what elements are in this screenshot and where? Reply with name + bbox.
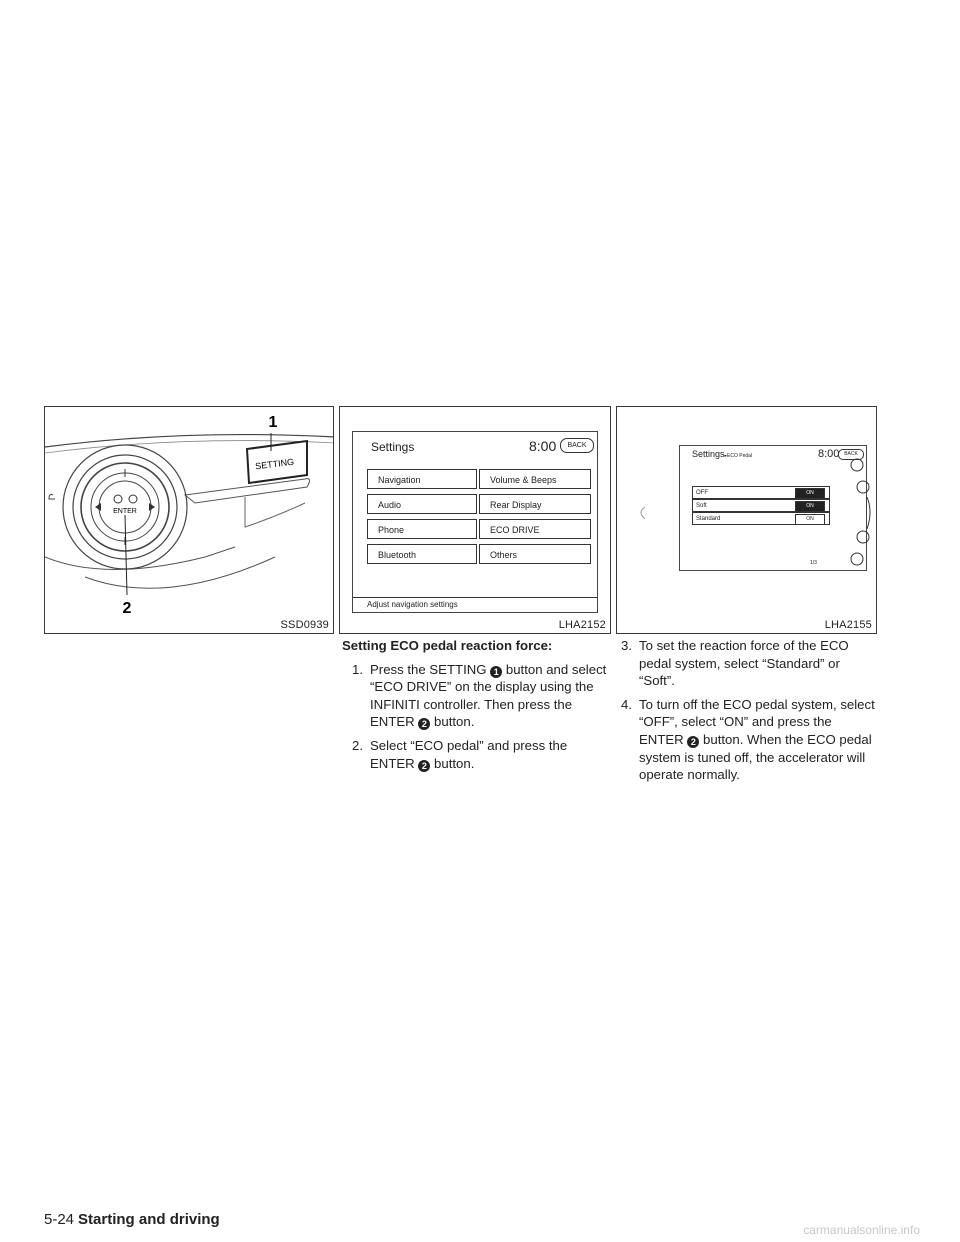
menu-phone[interactable]: Phone <box>367 519 477 539</box>
toggle-on-indicator: ON <box>795 488 825 499</box>
callout-2-icon: 2 <box>418 760 430 772</box>
menu-volume-beeps[interactable]: Volume & Beeps <box>479 469 591 489</box>
back-button[interactable]: BACK <box>838 449 864 460</box>
watermark: carmanualsonline.info <box>803 1223 920 1237</box>
page-indicator: 1/3 <box>810 560 817 566</box>
scroll-controls <box>617 407 877 634</box>
menu-others[interactable]: Others <box>479 544 591 564</box>
menu-navigation[interactable]: Navigation <box>367 469 477 489</box>
figure-eco-pedal-screen <box>616 406 877 634</box>
back-button[interactable]: BACK <box>560 438 594 453</box>
option-soft[interactable]: Soft ON <box>692 499 830 512</box>
figure-controller <box>44 406 334 634</box>
menu-bluetooth[interactable]: Bluetooth <box>367 544 477 564</box>
page-number: 5-24 <box>44 1211 75 1228</box>
status-bar: Adjust navigation settings <box>353 597 597 612</box>
figure-code: LHA2152 <box>558 619 606 631</box>
enter-button-label: ENTER <box>113 508 137 515</box>
menu-eco-drive[interactable]: ECO DRIVE <box>479 519 591 539</box>
option-standard[interactable]: Standard ON <box>692 512 830 525</box>
controller-illustration <box>45 407 334 634</box>
callout-2-icon: 2 <box>687 736 699 748</box>
callout-2: 2 <box>122 600 132 617</box>
figure-code: SSD0939 <box>280 619 329 631</box>
screen-clock: 8:00 <box>529 438 557 454</box>
step-4: 4. To turn off the ECO pedal system, select “OFF”, select “ON” and press the ENTER 2 button. When the ECO pedal system is tuned off, the accelerator will operate normally. <box>621 696 875 783</box>
menu-rear-display[interactable]: Rear Display <box>479 494 591 514</box>
toggle-on-indicator: ON <box>795 514 825 525</box>
screen-title: Settings <box>371 440 415 454</box>
menu-audio[interactable]: Audio <box>367 494 477 514</box>
callout-2-icon: 2 <box>418 718 430 730</box>
setting-button-label: SETTING <box>254 456 295 472</box>
callout-1-icon: 1 <box>490 666 502 678</box>
screen-clock: 8:00 <box>818 448 840 460</box>
callout-1: 1 <box>268 414 278 431</box>
step-2: 2. Select “ECO pedal” and press the ENTER 2 button. <box>352 737 568 771</box>
option-off[interactable]: OFF ON <box>692 486 830 499</box>
step-1: 1. Press the SETTING 1 button and select “ECO DRIVE” on the display using the INFINITI controller. Then press the ENTER 2 button. <box>352 661 607 730</box>
figure-settings-screen <box>339 406 611 634</box>
step-3: 3. To set the reaction force of the ECO pedal system, select “Standard” or “Soft”. <box>621 638 849 689</box>
instructions-column-2 <box>621 637 879 784</box>
toggle-on-indicator: ON <box>795 501 825 512</box>
settings-screen <box>352 431 598 613</box>
section-title: Starting and driving <box>78 1211 220 1228</box>
figure-code: LHA2155 <box>824 619 872 631</box>
section-heading: Setting ECO pedal reaction force: <box>342 638 553 653</box>
screen-title: Settings▸ECO Pedal <box>692 449 753 459</box>
page-footer <box>44 1211 220 1228</box>
instructions-column-1 <box>342 637 612 772</box>
